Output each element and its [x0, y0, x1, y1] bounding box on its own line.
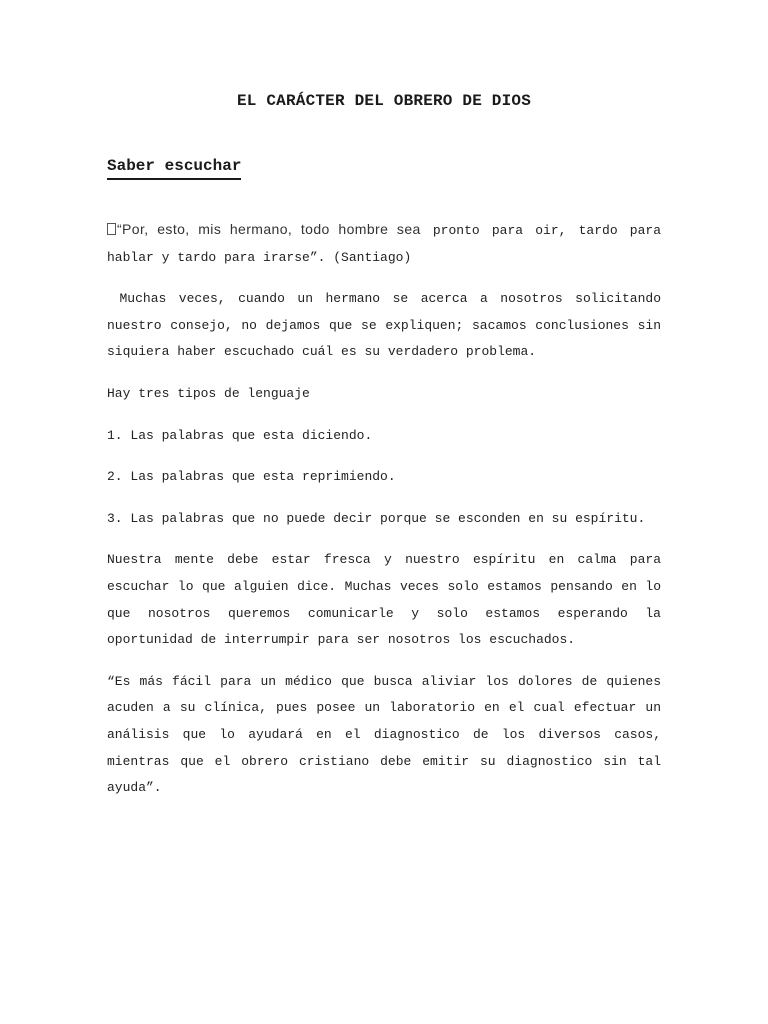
- paragraph-language-types: Hay tres tipos de lenguaje: [107, 385, 310, 401]
- paragraph-doctor-quote: “Es más fácil para un médico que busca aliviar los dolores de quienes acuden a su clínica, pues posee un laboratorio en el cual efectuar un análisis que lo ayudará en el diagnostico de los diversos casos, mientras que el obrero cristiano debe emitir su diagnostico sin tal ayuda”.: [107, 673, 661, 796]
- section-heading: Saber escuchar: [107, 156, 241, 180]
- paragraph-mind: Nuestra mente debe estar fresca y nuestro espíritu en calma para escuchar lo que alguien dice. Muchas veces solo estamos pensando en lo que nosotros queremos comunicarle y solo estamos esperando la oportunidad de interrumpir para ser nosotros los escuchados.: [107, 552, 661, 648]
- quote-part-sans: “Por, esto, mis hermano, todo hombre sea: [117, 221, 421, 237]
- list-item-1: 1. Las palabras que esta diciendo.: [107, 427, 373, 443]
- paragraph-intro: Muchas veces, cuando un hermano se acerca a nosotros solicitando nuestro consejo, no dejamos que se expliquen; sacamos conclusiones sin siquiera haber escuchado cuál es su verdadero problema.: [107, 291, 669, 360]
- document-title: EL CARÁCTER DEL OBRERO DE DIOS: [236, 92, 532, 110]
- scripture-quote: [107, 216, 661, 271]
- list-item-2: 2. Las palabras que esta reprimiendo.: [107, 469, 396, 485]
- list-item-3: 3. Las palabras que no puede decir porque se esconden en su espíritu.: [107, 510, 646, 526]
- missing-glyph-box-icon: [107, 223, 116, 235]
- document-body: [107, 216, 669, 817]
- quote-part-mono: pronto para oir, tardo para hablar y tardo para irarse”. (Santiago): [107, 223, 661, 265]
